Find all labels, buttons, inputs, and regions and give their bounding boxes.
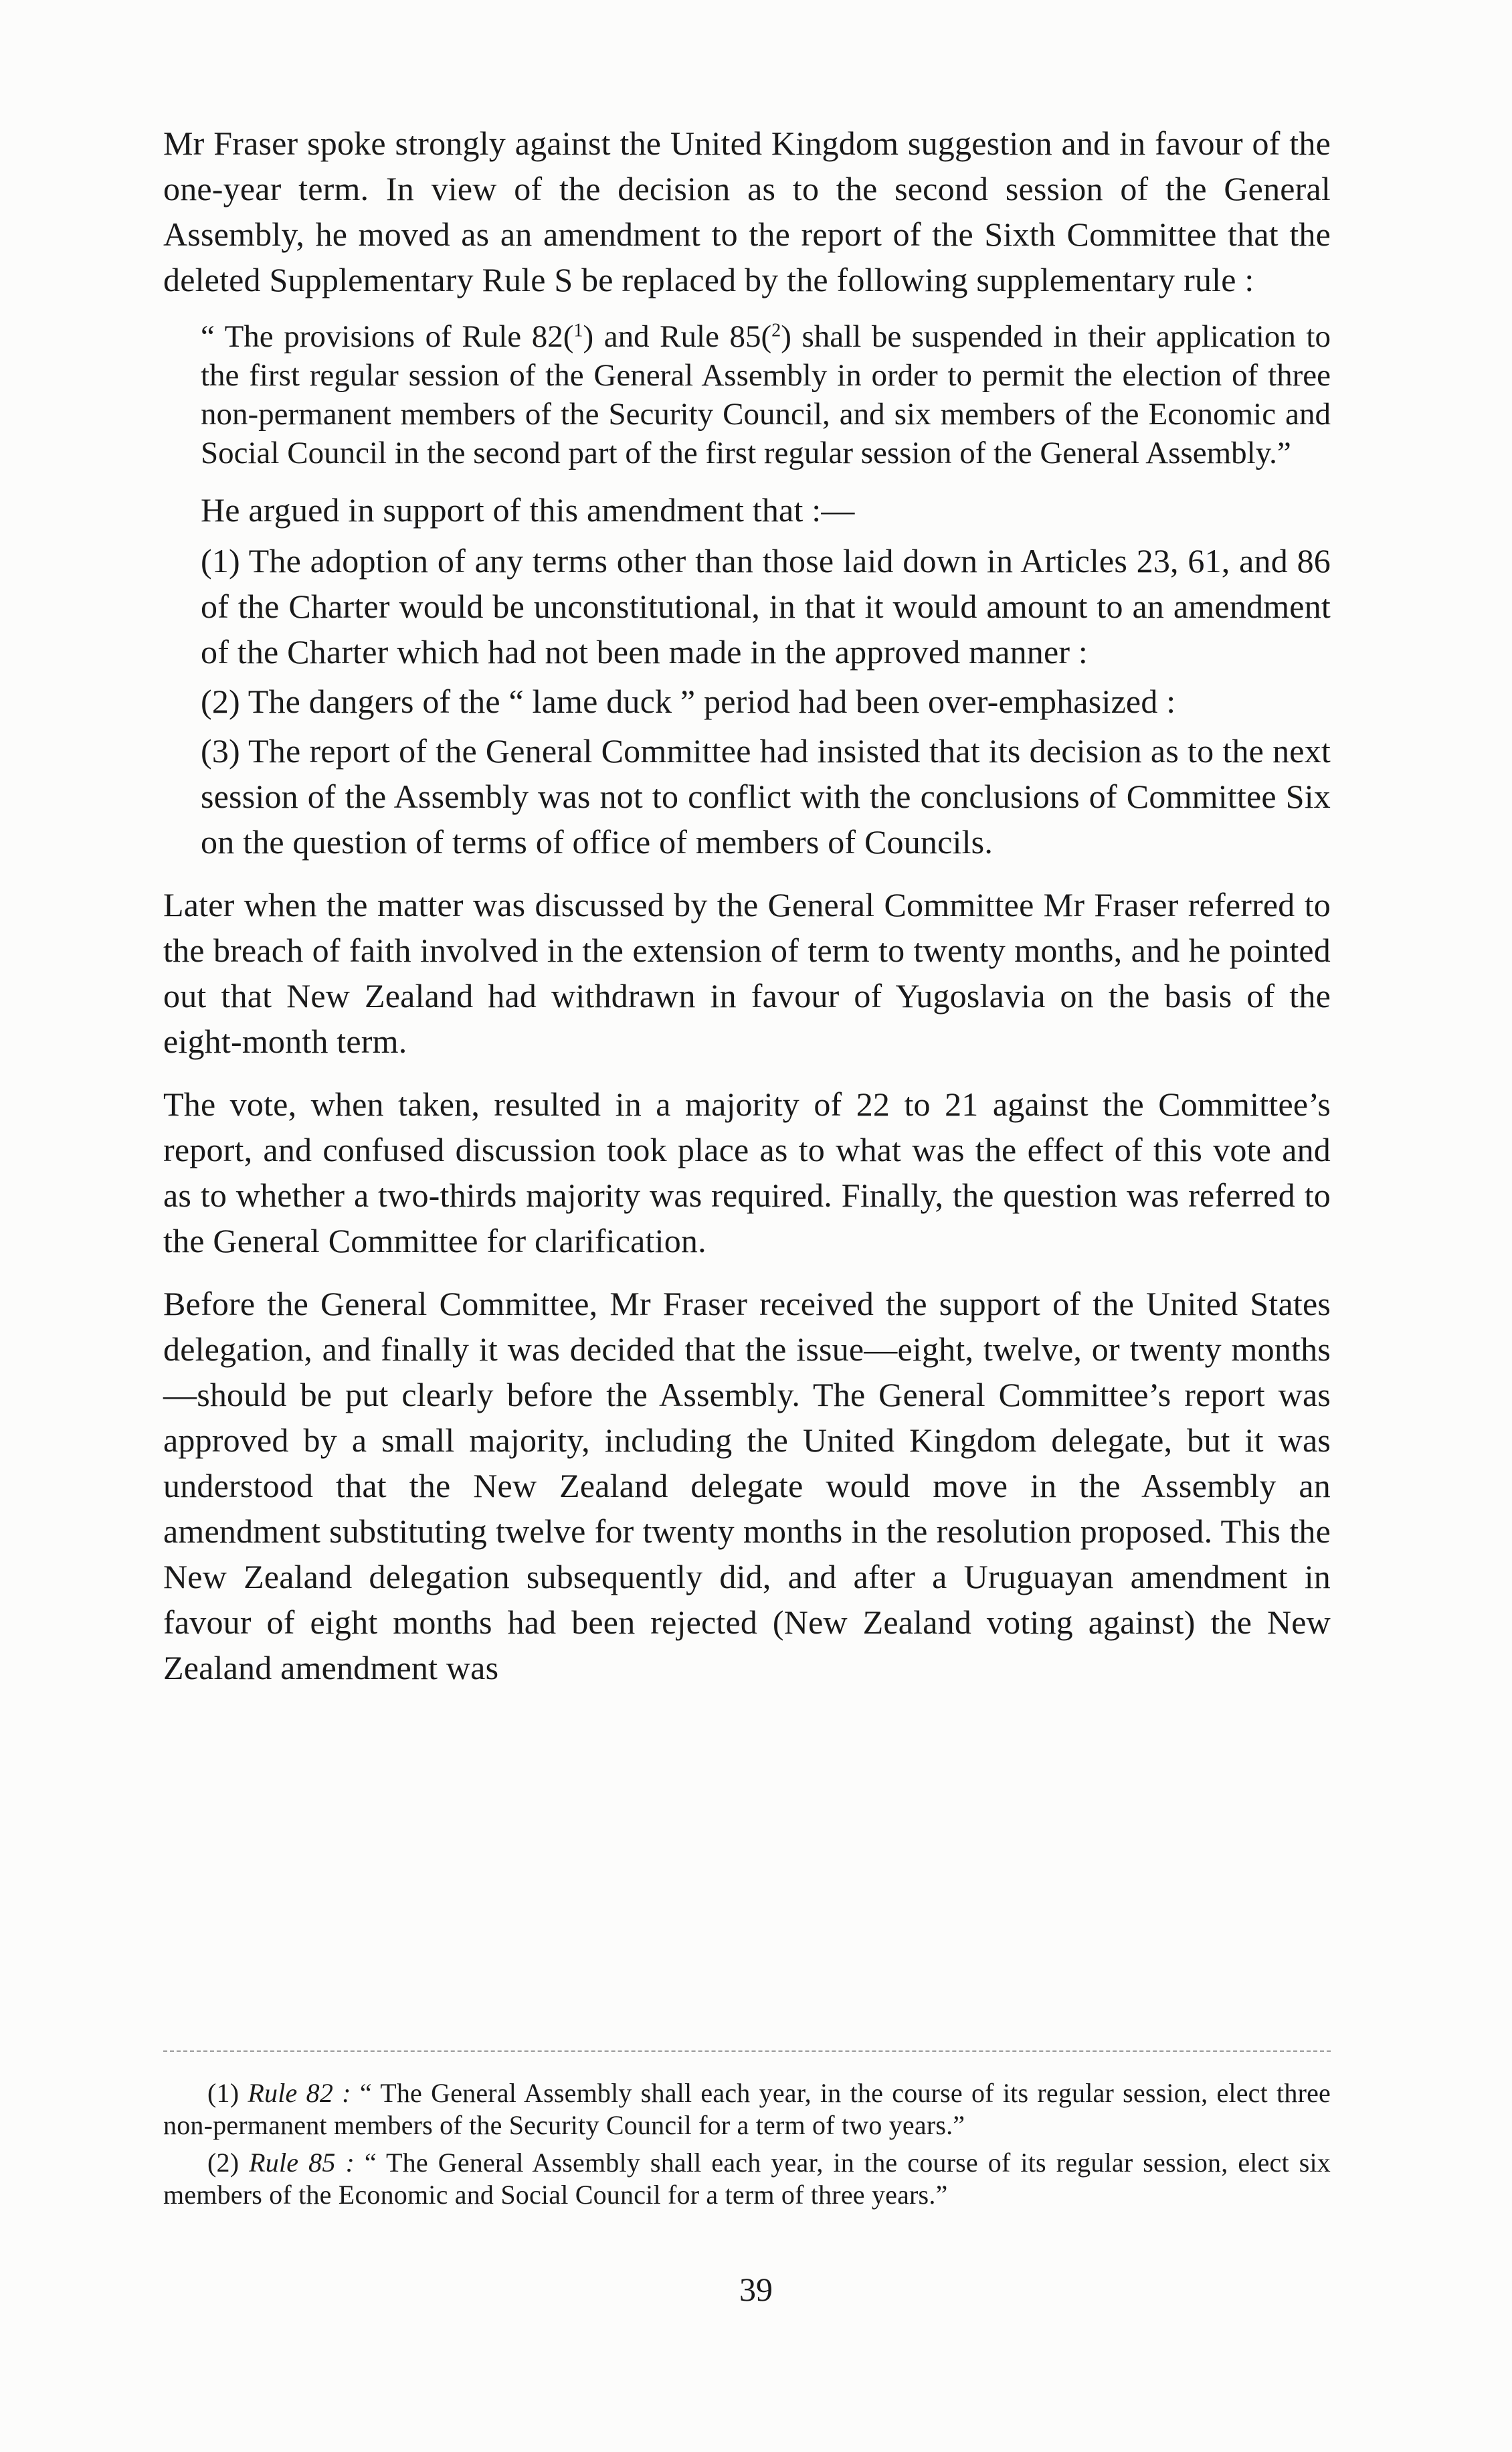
paragraph-fraser-amendment: Mr Fraser spoke strongly against the United Kingdom suggestion and in favour of the one-year term. In view of the decision as to the second session of the General Assembly, he moved as an amendment to the report of the Sixth Committee that the deleted Supplementary Rule S be replaced by the following supplementary rule : bbox=[163, 124, 1331, 298]
paragraph-us-support: Before the General Committee, Mr Fraser received the support of the United States delegation, and finally it was decided that the issue—eight, twelve, or twenty months—should be put clearly before the Assembly. The General Committee’s report was approved by a small majority, including the United Kingdom delegate, but it was understood that the New Zealand delegate would move in the Assembly an amendment substituting twelve for twenty months in the resolution proposed. This the New Zealand delegation subsequently did, and after a Uruguayan amendment in favour of eight months had been rejected (New Zealand voting against) the New Zealand amendment was bbox=[163, 1285, 1331, 1686]
footnote-2-text: “ The General Assembly shall each year, in the course of its regular session, elect six members of the Economic and Social Council for a term of three years.” bbox=[163, 2148, 1331, 2210]
footnote-2 bbox=[163, 2147, 1331, 2211]
footnotes bbox=[163, 2077, 1331, 2216]
list-item-point-1: (1) The adoption of any terms other than those laid down in Articles 23, 61, and 86 of the Charter would be unconstitutional, in that it would amount to an amendment of the Charter which had not been made in the approved manner : bbox=[201, 542, 1331, 671]
quoted-supplementary-rule bbox=[201, 317, 1331, 472]
footnote-1-text: “ The General Assembly shall each year, in the course of its regular session, elect three non-permanent members of the Security Council for a term of two years.” bbox=[163, 2078, 1331, 2140]
footnote-2-rule: Rule 85 : bbox=[249, 2148, 355, 2178]
quote-open-text: “ The provisions of Rule 82( bbox=[201, 319, 574, 354]
quote-mid-text: ) and Rule 85( bbox=[583, 319, 772, 354]
footnote-2-number: (2) bbox=[207, 2148, 240, 2178]
paragraph-argued: He argued in support of this amendment that :— bbox=[201, 491, 855, 529]
footnote-1-rule: Rule 82 : bbox=[248, 2078, 351, 2108]
footnote-ref-1: 1 bbox=[573, 320, 583, 341]
footnote-1 bbox=[163, 2077, 1331, 2141]
paragraph-vote: The vote, when taken, resulted in a majority of 22 to 21 against the Committee’s report, and confused discussion took place as to what was the effect of this vote and as to whether a two-thirds majority was required. Finally, the question was referred to the General Committee for clarification. bbox=[163, 1085, 1331, 1259]
paragraph-general-committee: Later when the matter was discussed by the General Committee Mr Fraser referred to the breach of faith involved in the extension of term to twenty months, and he pointed out that New Zealand had withdrawn in favour of Yugoslavia on the basis of the eight-month term. bbox=[163, 886, 1331, 1060]
page-number: 39 bbox=[739, 2271, 773, 2308]
footnote-1-number: (1) bbox=[207, 2078, 240, 2108]
page-body bbox=[163, 120, 1331, 1690]
footnote-ref-2: 2 bbox=[771, 320, 781, 341]
list-item-point-2: (2) The dangers of the “ lame duck ” period had been over-emphasized : bbox=[201, 683, 1176, 720]
quote-rest-text: ) shall be suspended in their application to the first regular session of the General Assembly in order to permit the election of three non-permanent members of the Security Council, and six members of the Economic and Social Council in the second part of the first regular session of the General Assembly.” bbox=[201, 319, 1331, 470]
footnote-divider bbox=[163, 2050, 1331, 2052]
list-item-point-3: (3) The report of the General Committee had insisted that its decision as to the next session of the Assembly was not to conflict with the conclusions of Committee Six on the question of terms of office of members of Councils. bbox=[201, 732, 1331, 861]
